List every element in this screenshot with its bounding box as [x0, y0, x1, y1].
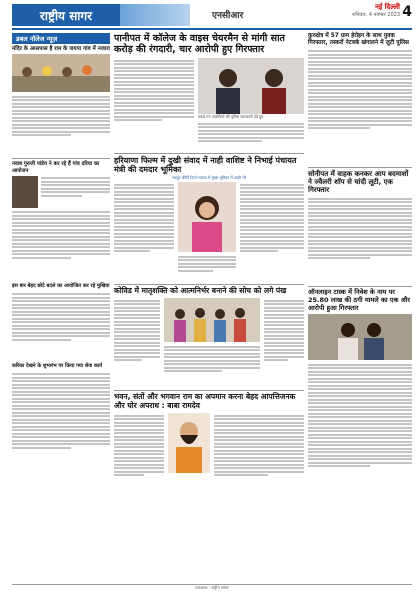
covid-story-body-right — [264, 298, 304, 388]
right-column — [308, 33, 412, 582]
page-number: 4 — [402, 4, 412, 20]
actress-photo — [178, 182, 236, 252]
section-label: एनसीआर — [212, 11, 244, 21]
baba-story-headline: भवन, संतों और भगवान राम का अपमान करना बेहद आपत्तिजनक और घोर अपराध : बाबा रामदेव — [114, 392, 296, 411]
right-story1-body — [308, 49, 412, 167]
right-story3-photo — [308, 314, 412, 360]
top-story-photo — [198, 58, 304, 114]
city-label: नई दिल्ली — [374, 3, 400, 11]
middle-column — [114, 33, 304, 582]
left-story1-body — [12, 94, 110, 158]
covid-story-body-cont — [164, 344, 260, 388]
baba-story-body — [114, 413, 164, 503]
page-footer: प्रकाशक : राष्ट्रीय सागर — [12, 584, 412, 590]
masthead — [0, 0, 420, 30]
left-story3-headline: इस बार बेहद छोटे बदले का आयोजित कर रहे मुखिया — [12, 282, 110, 289]
city-date-block — [352, 3, 400, 18]
actress-portrait-icon — [178, 182, 236, 252]
covid-story-headline: कोविड में मातृशक्ति को आत्मनिर्भर बनाने की सोच को लगे पंख — [114, 286, 287, 296]
left-story3-body — [12, 292, 110, 362]
covid-story-body — [114, 298, 160, 388]
right-story2-headline: सोनीपत में वाहक कनकर आप बदमाशों ने ज्वैलरी शॉप से चांदी लूटी, एक गिरफ्तार — [308, 169, 409, 195]
women-group-icon — [164, 298, 260, 342]
left-story4-body — [12, 372, 110, 482]
haryana-story-body — [114, 182, 174, 282]
actress-photo-caption — [178, 254, 236, 282]
accused-photo-icon — [198, 58, 304, 114]
haryana-story-headline: हरियाणा फिल्म में दुखी संवाद में नाही वाशिष्ट ने निभाई पंचायत मंत्री की दमदार भूमिका — [114, 156, 297, 175]
right-story2-body — [308, 196, 412, 286]
left-story2-body — [41, 176, 110, 208]
right-story3-headline: ऑनलाइन टास्क में निवेश के नाम पर 25.80 लाख की ठगी मामले का एक और आरोपी हुआ गिरफ्तार — [308, 288, 411, 312]
haryana-story-subhead: मशहूर कीर्ति दिलो भावना में मुख्य भूमिका में आती भी — [172, 174, 246, 180]
right-story1-headline: कुरुक्षेत्र में 57 ग्राम हेरोइन के साथ युवक गिरफ्तार, तस्करों नेटवर्क खंगालने में जुटी पुलिस — [308, 33, 409, 46]
ramdev-portrait-icon — [168, 413, 210, 473]
newspaper-logo: राष्ट्रीय सागर — [12, 4, 120, 26]
arrested-person-icon — [308, 314, 412, 360]
left-story2-body-cont — [12, 210, 110, 282]
covid-story-photo — [164, 298, 260, 342]
baba-story-body-cont — [214, 413, 304, 503]
left-story2-headline: नवाब गुरुजी पांडेय ने कर रहे हैं गांव दरिया का आयोजन — [12, 161, 100, 174]
top-story-headline: पानीपत में कॉलेज के वाइस चेयरमैन से मांगी सात करोड़ की रंगदारी, चार आरोपी हुए गिरफ्तार — [114, 33, 285, 56]
top-story-caption: पकड़े गए आरोपियों की पुलिस जानकारी देते हुए — [198, 114, 264, 120]
left-section-title: डबल नॉलेज न्यूज़ — [12, 33, 110, 44]
top-story-body — [114, 58, 194, 150]
date-label: शनिवार, 4 नवम्बर 2023 — [352, 12, 400, 18]
left-story1-headline: मंदिर के आसपास है राम के जयपा गांव में नजारा — [12, 46, 110, 52]
baba-ramdev-photo — [168, 413, 210, 473]
left-story4-headline: करिका देखने के शुभारंभ पर किया गया सेवा कार्य — [12, 362, 103, 369]
crowd-photo-icon — [12, 54, 110, 92]
masthead-rule — [12, 28, 412, 30]
haryana-story-body-cont — [240, 182, 304, 282]
left-column — [12, 33, 110, 582]
left-story2-portrait — [12, 176, 38, 208]
right-story3-body — [308, 362, 412, 512]
left-story1-photo — [12, 54, 110, 92]
top-story-body-cont — [198, 121, 304, 151]
logo-decoration — [120, 4, 190, 26]
